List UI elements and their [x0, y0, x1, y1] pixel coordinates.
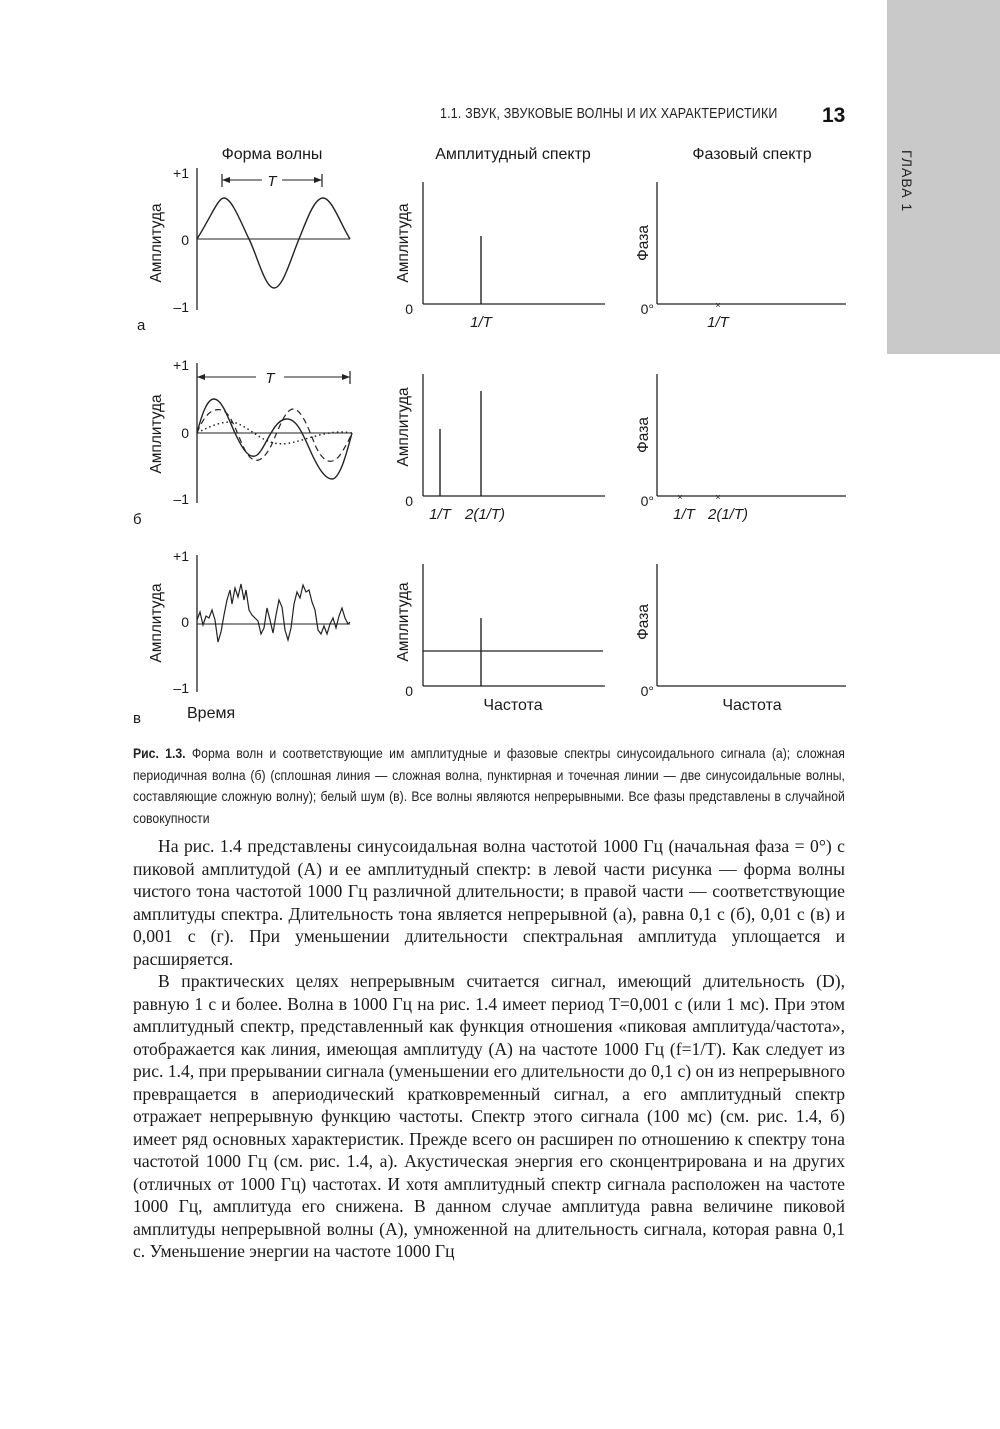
phase-spectrum-a-ylabel: Фаза	[635, 225, 652, 261]
waveform-b-ytick-plus: +1	[173, 357, 189, 373]
phase-spectrum-a-zero: 0°	[640, 301, 654, 317]
phase-spectrum-b-zero: 0°	[640, 493, 654, 509]
paragraph-1: На рис. 1.4 представлены синусоидальная волна частотой 1000 Гц (начальная фаза = 0°) с пиковой амплитудой (A) и ее амплитудный спектр: в левой части рисунка — форма волны чистого тона частотой 1000 Гц различной длительности; в правой части — соответствующие амплитуды спектра. Длительность тона является непрерывной (а), равна 0,1 с (б), 0,01 с (в) и 0,001 с (г). При уменьшении длительности спектральная амплитуда уплощается и расширяется.	[133, 836, 845, 969]
amp-spectrum-a-zero: 0	[405, 301, 413, 317]
row-label-c: в	[133, 710, 141, 727]
phase-spectrum-c-ylabel: Фаза	[635, 604, 652, 640]
waveform-a-ytick-plus: +1	[173, 165, 189, 181]
page-number: 13	[822, 104, 846, 127]
row-c	[133, 548, 846, 727]
period-label-a: T	[267, 173, 277, 190]
waveform-c-ytick-zero: 0	[181, 614, 189, 630]
phase-spectrum-a-marker: ×	[715, 300, 721, 310]
column-title-phase-spectrum: Фазовый спектр	[692, 146, 812, 163]
figure-caption	[133, 743, 845, 829]
period-arrow-a-left-head	[222, 177, 230, 183]
waveform-a-sine	[197, 198, 350, 288]
phase-spectrum-b-xtick-2: 2(1/T)	[707, 506, 749, 523]
phase-spectrum-c-zero: 0°	[640, 683, 654, 699]
amp-spectrum-c-ylabel: Амплитуда	[395, 582, 412, 662]
waveform-b-ytick-minus: –1	[173, 491, 189, 507]
phase-spectrum-b-marker-1: ×	[677, 492, 683, 502]
phase-spectrum-b-xtick-1: 1/T	[673, 506, 695, 523]
waveform-a-ytick-minus: –1	[173, 299, 189, 315]
waveform-a-ytick-zero: 0	[181, 232, 189, 248]
waveform-c-ytick-plus: +1	[173, 548, 189, 564]
row-a	[137, 165, 846, 334]
row-b	[133, 357, 846, 528]
waveform-a-ylabel: Амплитуда	[148, 203, 165, 283]
phase-spectrum-b-ylabel: Фаза	[635, 417, 652, 453]
amp-spectrum-b-zero: 0	[405, 493, 413, 509]
waveform-b-composite	[197, 399, 352, 479]
paragraph-2: В практических целях непрерывным считается сигнал, имеющий длительность (D), равную 1 с и более. Волна в 1000 Гц на рис. 1.4 имеет период T=0,001 с (или 1 мс). При этом амплитудный спектр, представленный как функция отношения «пиковая амплитуда/частота», отображается как линия, имеющая амплитуду (A) на частоте 1000 Гц (f=1/T). Как следует из рис. 1.4, при прерывании сигнала (уменьшении его длительности до 0,1 с) он из непрерывного превращается в апериодический кратковременный сигнал, а его амплитудный спектр отражает непрерывную функцию частоты. Спектр этого сигнала (100 мс) (см. рис. 1.4, б) имеет ряд основных характеристик. Прежде всего он расширен по отношению к спектру тона частотой 1000 Гц (см. рис. 1.4, а). Акустическая энергия его сконцентрирована и на других (отличных от 1000 Гц) частотах. И хотя амплитудный спектр сигнала расположен на частоте 1000 Гц, амплитуда его снижена. В данном случае амплитуда равна величине пиковой амплитуды непрерывной волны (A), умноженной на длительность сигнала, которая равна 0,1 с. Уменьшение энергии на частоте 1000 Гц	[133, 971, 845, 1261]
running-head: 1.1. ЗВУК, ЗВУКОВЫЕ ВОЛНЫ И ИХ ХАРАКТЕРИСТИКИ	[440, 106, 778, 122]
row-label-a: а	[137, 317, 146, 334]
period-arrow-b-left-head	[197, 374, 205, 380]
figure-caption-text: Форма волн и соответствующие им амплитудные и фазовые спектры синусоидального сигнала (а); сложная периодичная волна (б) (сплошная линия — сложная волна, пунктирная и точечная линии — две синусоидальные волны, составляющие сложную волну); белый шум (в). Все волны являются непрерывными. Все фазы представлены в случайной совокупности	[133, 746, 845, 826]
waveform-c-noise	[197, 584, 350, 642]
time-axis-label: Время	[187, 705, 236, 722]
amp-spectrum-a-ylabel: Амплитуда	[395, 203, 412, 283]
amp-spectrum-b-xtick-2: 2(1/T)	[464, 506, 506, 523]
waveform-c-ylabel: Амплитуда	[148, 583, 165, 663]
amp-spectrum-a-xtick: 1/T	[470, 314, 492, 331]
column-title-amplitude-spectrum: Амплитудный спектр	[435, 146, 591, 163]
amp-spectrum-b-ylabel: Амплитуда	[395, 387, 412, 467]
phase-spectrum-a-xtick: 1/T	[707, 314, 729, 331]
row-label-b: б	[133, 511, 142, 528]
waveform-b-ytick-zero: 0	[181, 425, 189, 441]
period-label-b: T	[265, 370, 275, 387]
waveform-b-ylabel: Амплитуда	[148, 394, 165, 474]
waveform-c-ytick-minus: –1	[173, 680, 189, 696]
amp-spectrum-c-zero: 0	[405, 683, 413, 699]
chapter-tab-label: ГЛАВА 1	[899, 150, 915, 213]
column-title-waveform: Форма волны	[221, 146, 323, 163]
phase-spectrum-c-xlabel: Частота	[722, 697, 782, 714]
amp-spectrum-b-xtick-1: 1/T	[429, 506, 451, 523]
phase-spectrum-b-marker-2: ×	[715, 492, 721, 502]
amp-spectrum-c-xlabel: Частота	[483, 697, 543, 714]
waveform-b-dashed-component	[197, 409, 352, 461]
period-arrow-b-right-head	[342, 374, 350, 380]
body-text	[133, 835, 845, 1263]
period-arrow-a-right-head	[314, 177, 322, 183]
figure-caption-label: Рис. 1.3.	[133, 746, 186, 761]
